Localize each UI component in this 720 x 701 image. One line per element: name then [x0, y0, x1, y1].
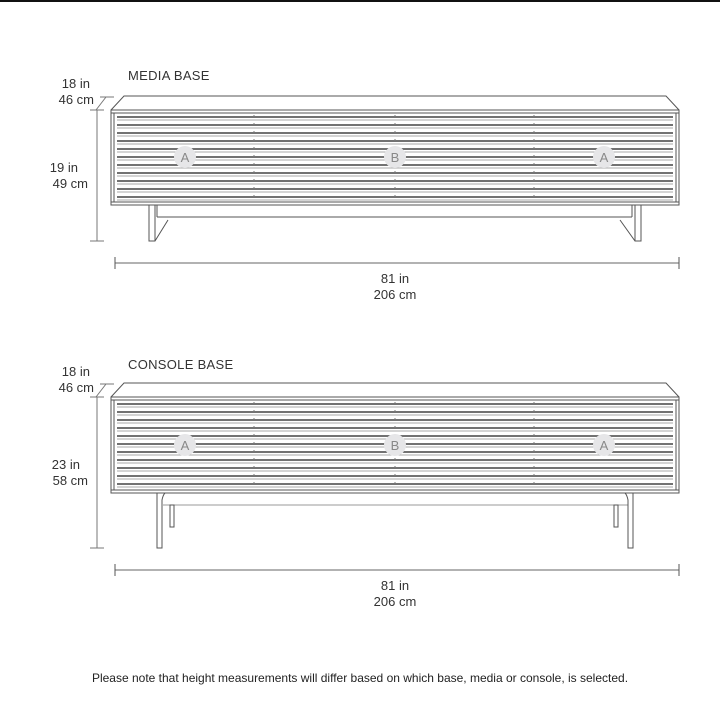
- console-badge-left: A: [180, 438, 190, 453]
- media-base-drawing: [111, 96, 679, 241]
- media-depth-cm: 46 cm: [58, 92, 94, 107]
- console-base-title: CONSOLE BASE: [128, 357, 234, 372]
- console-depth-inches: 18 in: [61, 364, 90, 379]
- console-height-cm: 58 cm: [52, 473, 88, 488]
- console-width-inches: 81 in: [380, 578, 410, 593]
- media-badge-center: B: [390, 150, 400, 165]
- console-base-drawing: [111, 383, 679, 548]
- console-width-cm: 206 cm: [373, 594, 417, 609]
- height-note: Please note that height measurements will differ based on which base, media or console, is selected.: [91, 671, 629, 685]
- media-width-inches: 81 in: [380, 271, 410, 286]
- console-badge-right: A: [599, 438, 609, 453]
- media-height-cm: 49 cm: [52, 176, 88, 191]
- console-dimension-lines: [90, 384, 679, 576]
- media-base-title: MEDIA BASE: [128, 68, 210, 83]
- console-badge-center: B: [390, 438, 400, 453]
- media-badge-left: A: [180, 150, 190, 165]
- media-width-cm: 206 cm: [373, 287, 417, 302]
- media-height-inches: 19 in: [49, 160, 78, 175]
- console-depth-cm: 46 cm: [58, 380, 94, 395]
- media-badge-right: A: [599, 150, 609, 165]
- console-height-inches: 23 in: [51, 457, 80, 472]
- media-dimension-lines: [90, 97, 679, 269]
- media-depth-inches: 18 in: [61, 76, 90, 91]
